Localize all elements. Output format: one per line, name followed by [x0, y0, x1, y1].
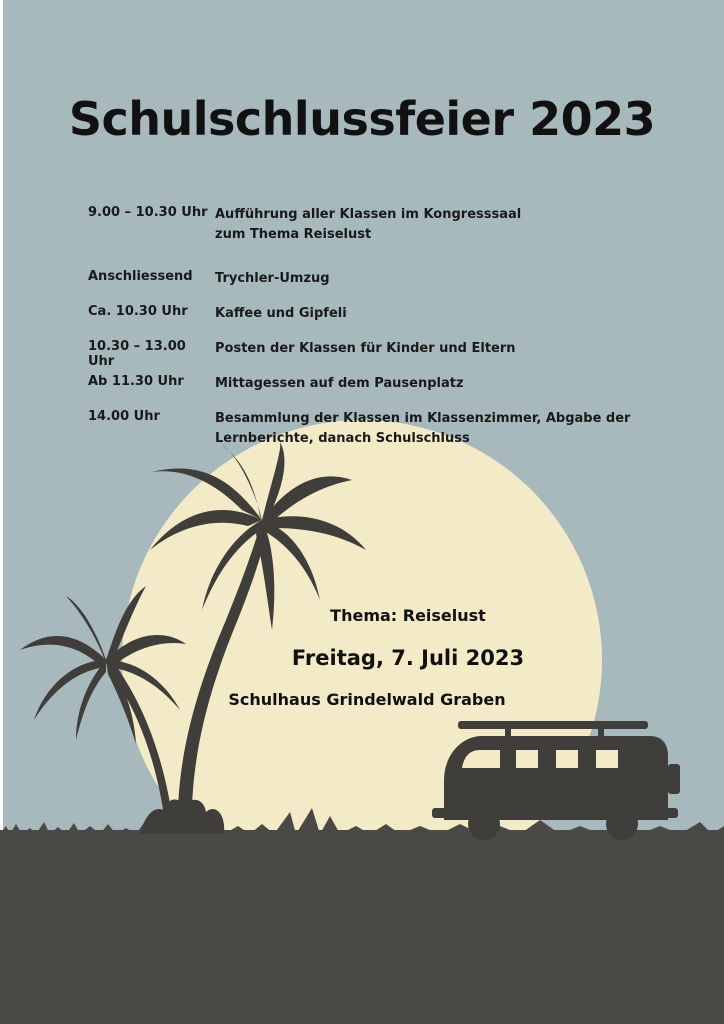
schedule-time: Anschliessend	[88, 269, 193, 284]
schedule-row	[88, 339, 648, 374]
schedule-desc	[215, 339, 648, 374]
event-date: Freitag, 7. Juli 2023	[291, 646, 525, 670]
schedule-time: 10.30 – 13.00 Uhr	[88, 339, 186, 369]
schedule-desc-line: Kaffee und Gipfeli	[215, 306, 347, 321]
ground	[0, 830, 724, 1024]
schedule-row	[88, 374, 648, 409]
schedule-row	[88, 304, 648, 339]
schedule-desc-line: Aufführung aller Klassen im Kongresssaal	[215, 207, 522, 222]
schedule-time: Ab 11.30 Uhr	[88, 374, 184, 389]
schedule-desc-line: Lernberichte, danach Schulschluss	[215, 431, 470, 446]
schedule-desc-line: Mittagessen auf dem Pausenplatz	[215, 376, 464, 391]
schedule-desc-line: zum Thema Reiselust	[215, 227, 372, 242]
schedule-time: 9.00 – 10.30 Uhr	[88, 205, 208, 220]
schedule-desc-line: Trychler-Umzug	[215, 271, 330, 286]
page-title: Schulschlussfeier 2023	[68, 92, 656, 146]
schedule-desc	[215, 374, 648, 409]
schedule-row	[88, 205, 648, 269]
schedule-desc-line: Besammlung der Klassen im Klassenzimmer, Abgabe der	[215, 411, 631, 426]
schedule-row	[88, 269, 648, 304]
event-location: Schulhaus Grindelwald Graben	[228, 690, 506, 709]
theme-label: Thema: Reiselust	[330, 606, 486, 625]
schedule-desc	[215, 205, 648, 269]
schedule-desc-line: Posten der Klassen für Kinder und Eltern	[215, 341, 516, 356]
schedule-desc	[215, 304, 648, 339]
schedule-time: 14.00 Uhr	[88, 409, 160, 424]
schedule-time: Ca. 10.30 Uhr	[88, 304, 188, 319]
schedule-desc	[215, 409, 648, 453]
schedule-desc	[215, 269, 648, 304]
camper-van-icon	[432, 721, 680, 840]
schedule-row	[88, 409, 648, 453]
schedule-list	[88, 205, 648, 453]
